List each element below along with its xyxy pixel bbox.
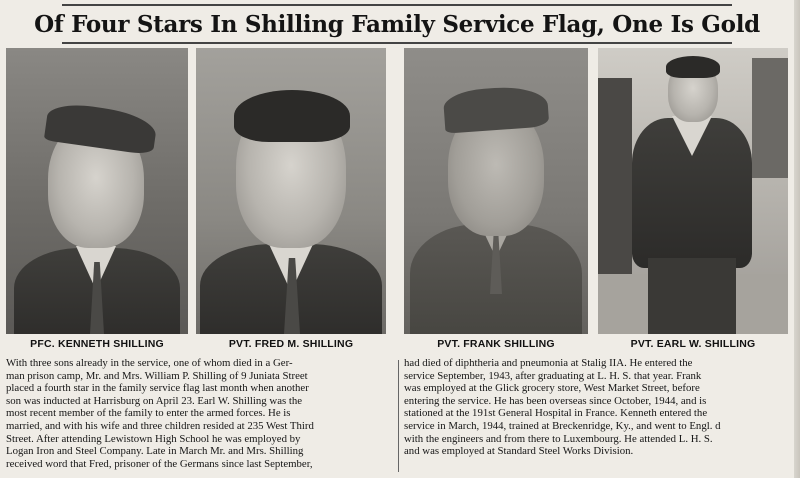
article-line: had died of diphtheria and pneumonia at Stalig IIA. He entered the [404, 357, 693, 369]
headline-banner [34, 4, 760, 44]
article-line: man prison camp, Mr. and Mrs. William P. Shilling of 9 Juniata Street [6, 369, 308, 382]
article-right-column [404, 357, 790, 458]
article-line: most recent member of the family to enter the armed forces. He is [6, 407, 291, 420]
photo-fred-shilling [196, 48, 386, 334]
article-line: entering the service. He has been overseas since October, 1944, and is [404, 394, 707, 407]
article-line: Street. After attending Lewistown High School he was employed by [6, 432, 301, 445]
article-line: Logan Iron and Steel Company. Late in March Mr. and Mrs. Shilling [6, 445, 304, 458]
article-line: received word that Fred, prisoner of the Germans since last September, [6, 457, 313, 470]
caption-frank: PVT. FRANK SHILLING [437, 338, 555, 350]
article-line: and was employed at Standard Steel Works Division. [404, 445, 634, 458]
article-line: son was inducted at Harrisburg on April 23. Earl W. Shilling was the [6, 394, 303, 407]
caption-earl: PVT. EARL W. SHILLING [630, 338, 756, 350]
column-divider [398, 360, 399, 472]
article-line: service in March, 1944, trained at Breckenridge, Ky., and went to Engl. d [404, 419, 721, 432]
article-line: placed a fourth star in the family service flag last month when another [6, 382, 309, 395]
article-line: was employed at the Glick grocery store, West Market Street, before [404, 382, 700, 395]
caption-fred: PVT. FRED M. SHILLING [228, 338, 354, 350]
article-left-column [6, 357, 394, 470]
photo-earl-shilling [598, 48, 788, 334]
headline: Of Four Stars In Shilling Family Service Flag, One Is Gold [34, 10, 760, 38]
article-line: stationed at the 191st General Hospital in France. Kenneth entered the [404, 407, 708, 420]
photo-kenneth-shilling [6, 48, 188, 334]
article-line: service September, 1943, after graduating at L. H. S. that year. Frank [404, 369, 702, 382]
caption-kenneth: PFC. KENNETH SHILLING [30, 338, 164, 350]
article-line: married, and with his wife and three children resided at 235 West Third [6, 419, 314, 432]
article-line: With three sons already in the service, one of whom died in a Ger- [6, 357, 293, 369]
paper-edge [794, 0, 800, 478]
article-line: with the engineers and from there to Luxembourg. He attended L. H. S. [404, 432, 713, 445]
photo-frank-shilling [404, 48, 588, 334]
